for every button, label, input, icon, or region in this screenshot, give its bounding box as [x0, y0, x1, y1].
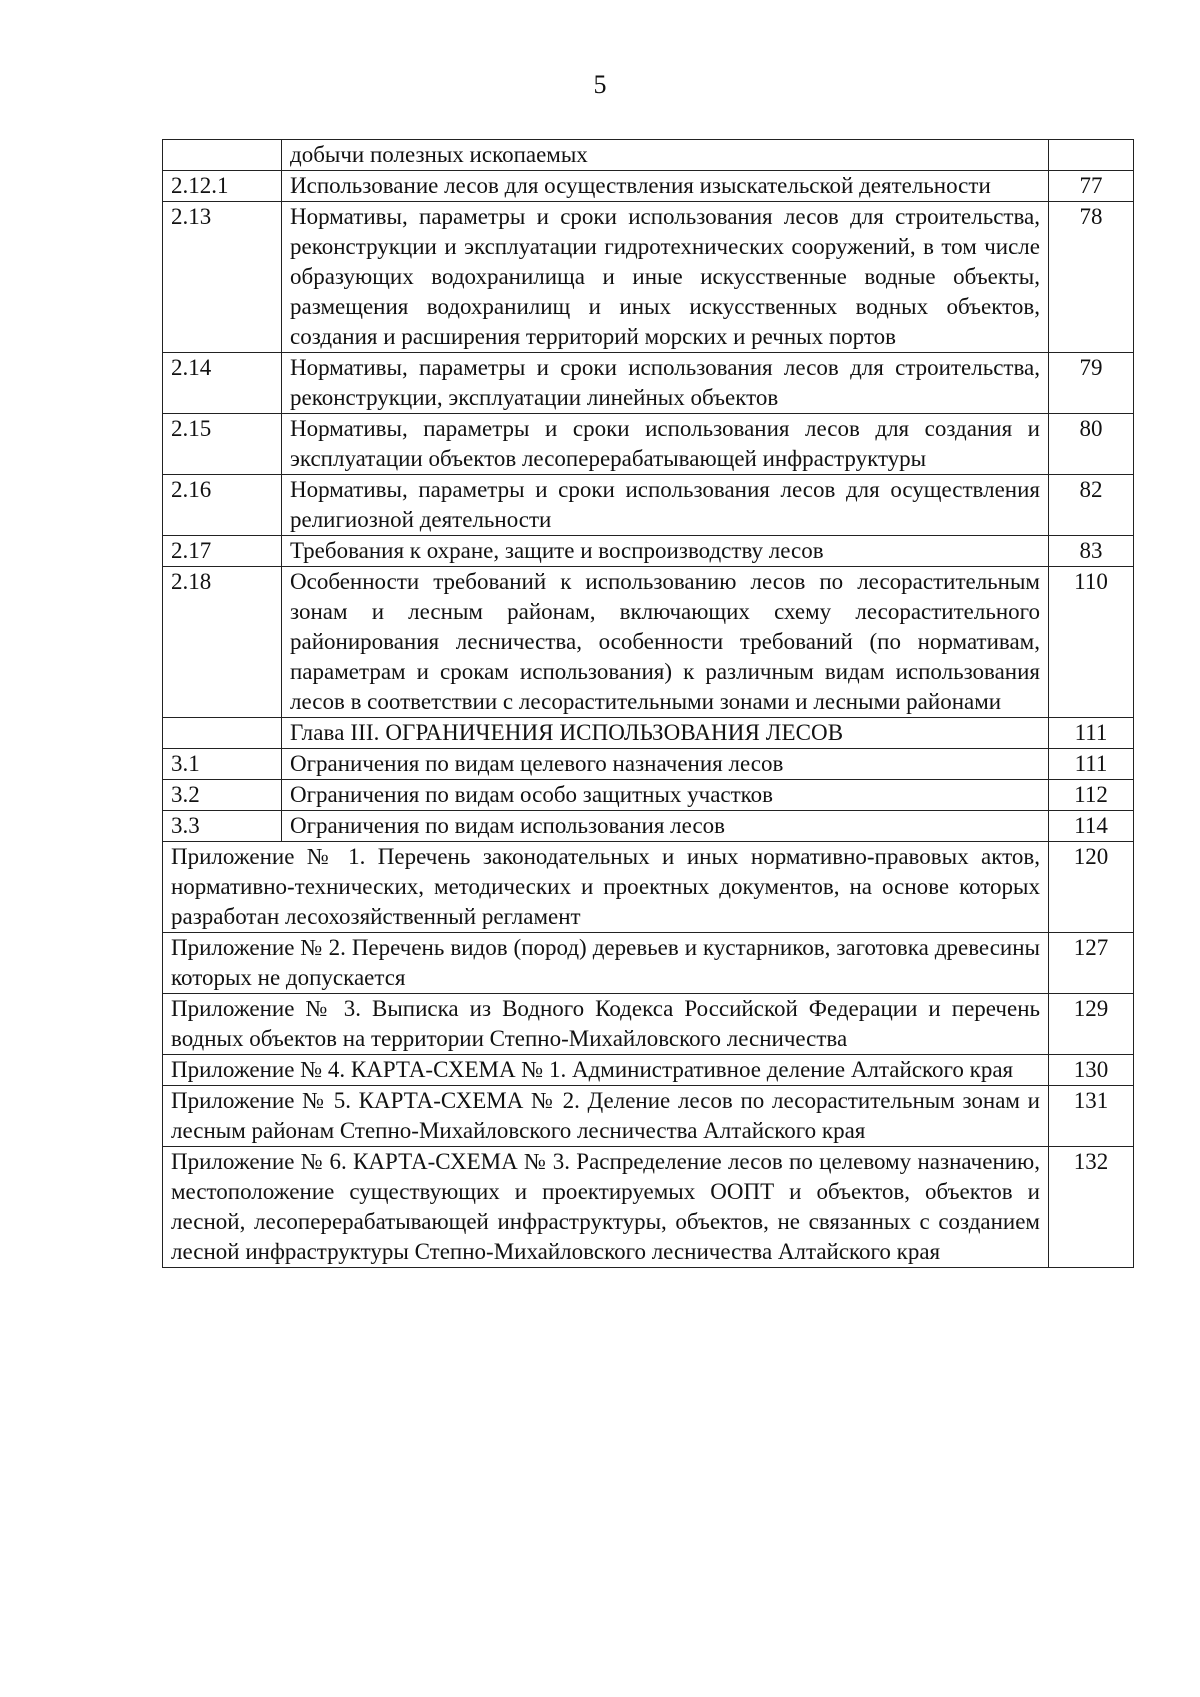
page-ref: 114 [1049, 811, 1134, 842]
section-number [163, 140, 282, 171]
page-ref: 82 [1049, 475, 1134, 536]
appendix-title: Приложение № 1. Перечень законодательных и иных нормативно-правовых актов, нормативно-технических, методических и проектных документов, на основе которых разработан лесохозяйственный регламент [163, 842, 1049, 933]
page-ref: 83 [1049, 536, 1134, 567]
page-ref: 132 [1049, 1147, 1134, 1268]
section-number: 3.3 [163, 811, 282, 842]
appendix-title: Приложение № 4. КАРТА-СХЕМА № 1. Административное деление Алтайского края [163, 1055, 1049, 1086]
section-title: Использование лесов для осуществления изыскательской деятельности [282, 171, 1049, 202]
section-title: Ограничения по видам особо защитных участков [282, 780, 1049, 811]
appendix-title: Приложение № 2. Перечень видов (пород) деревьев и кустарников, заготовка древесины которых не допускается [163, 933, 1049, 994]
toc-row [163, 536, 1134, 567]
toc-row-chapter [163, 718, 1134, 749]
appendix-title: Приложение № 3. Выписка из Водного Кодекса Российской Федерации и перечень водных объектов на территории Степно-Михайловского лесничества [163, 994, 1049, 1055]
page-ref: 120 [1049, 842, 1134, 933]
section-number: 3.2 [163, 780, 282, 811]
page-ref: 78 [1049, 202, 1134, 353]
page-ref: 79 [1049, 353, 1134, 414]
section-title: Особенности требований к использованию лесов по лесорастительным зонам и лесным районам, включающих схему лесорастительного районирования лесничества, особенности требований (по нормативам, параметрам и срокам использования) к различным видам использования лесов в соответствии с лесорастительными зонами и лесными районами [282, 567, 1049, 718]
section-title: Нормативы, параметры и сроки использования лесов для осуществления религиозной деятельности [282, 475, 1049, 536]
toc-row [163, 171, 1134, 202]
toc-row [163, 202, 1134, 353]
section-number: 3.1 [163, 749, 282, 780]
section-title: Требования к охране, защите и воспроизводству лесов [282, 536, 1049, 567]
toc-row [163, 749, 1134, 780]
section-number: 2.12.1 [163, 171, 282, 202]
page-ref: 130 [1049, 1055, 1134, 1086]
section-number [163, 718, 282, 749]
section-number: 2.16 [163, 475, 282, 536]
page-ref: 77 [1049, 171, 1134, 202]
page-ref: 80 [1049, 414, 1134, 475]
page-number: 5 [593, 70, 607, 99]
page-ref: 131 [1049, 1086, 1134, 1147]
appendix-row [163, 1086, 1134, 1147]
appendix-row [163, 994, 1134, 1055]
section-title: Нормативы, параметры и сроки использования лесов для строительства, реконструкции, эксплуатации линейных объектов [282, 353, 1049, 414]
section-title: Нормативы, параметры и сроки использования лесов для создания и эксплуатации объектов лесоперерабатывающей инфраструктуры [282, 414, 1049, 475]
appendix-title: Приложение № 5. КАРТА-СХЕМА № 2. Деление лесов по лесорастительным зонам и лесным районам Степно-Михайловского лесничества Алтайского края [163, 1086, 1049, 1147]
toc-row [163, 140, 1134, 171]
toc-row [163, 475, 1134, 536]
page-ref: 110 [1049, 567, 1134, 718]
section-number: 2.15 [163, 414, 282, 475]
section-title: Нормативы, параметры и сроки использования лесов для строительства, реконструкции и эксплуатации гидротехнических сооружений, в том числе образующих водохранилища и иные искусственные водные объекты, размещения водохранилищ и иных искусственных водных объектов, создания и расширения территорий морских и речных портов [282, 202, 1049, 353]
section-number: 2.14 [163, 353, 282, 414]
chapter-heading: Глава III. ОГРАНИЧЕНИЯ ИСПОЛЬЗОВАНИЯ ЛЕСОВ [282, 718, 1049, 749]
appendix-row [163, 842, 1134, 933]
page-ref: 112 [1049, 780, 1134, 811]
page-ref: 111 [1049, 749, 1134, 780]
appendix-title: Приложение № 6. КАРТА-СХЕМА № 3. Распределение лесов по целевому назначению, местоположение существующих и проектируемых ООПТ и объектов, объектов и лесной, лесоперерабатывающей инфраструктуры, объектов, не связанных с созданием лесной инфраструктуры Степно-Михайловского лесничества Алтайского края [163, 1147, 1049, 1268]
page-ref: 129 [1049, 994, 1134, 1055]
toc-row [163, 414, 1134, 475]
toc-row [163, 353, 1134, 414]
section-title: Ограничения по видам использования лесов [282, 811, 1049, 842]
toc-row [163, 780, 1134, 811]
toc-row [163, 811, 1134, 842]
section-number: 2.17 [163, 536, 282, 567]
page-ref: 111 [1049, 718, 1134, 749]
section-title: Ограничения по видам целевого назначения лесов [282, 749, 1049, 780]
appendix-row [163, 1147, 1134, 1268]
section-title: добычи полезных ископаемых [282, 140, 1049, 171]
section-number: 2.18 [163, 567, 282, 718]
toc-row [163, 567, 1134, 718]
page-ref [1049, 140, 1134, 171]
appendix-row [163, 933, 1134, 994]
appendix-row [163, 1055, 1134, 1086]
table-of-contents [162, 139, 1134, 1268]
page-ref: 127 [1049, 933, 1134, 994]
section-number: 2.13 [163, 202, 282, 353]
